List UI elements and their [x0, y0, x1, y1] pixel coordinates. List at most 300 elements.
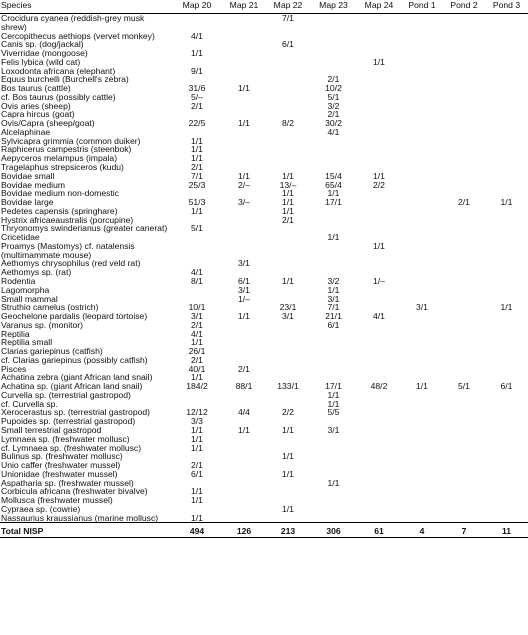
nisp-cell — [266, 487, 310, 496]
nisp-cell — [485, 181, 528, 190]
nisp-cell: 17/1 — [325, 381, 342, 392]
nisp-cell: 6/1 — [500, 381, 513, 392]
nisp-cell: 4/1 — [191, 267, 203, 278]
nisp-cell — [401, 514, 443, 523]
species-name: Xerocerastus sp. (terrestrial gastropod) — [1, 407, 151, 418]
nisp-cell — [485, 312, 528, 321]
species-name: Canis sp. (dog/jackal) — [1, 39, 84, 50]
species-name: Sylvicapra grimmia (common duiker) — [1, 135, 141, 146]
nisp-cell — [401, 330, 443, 339]
nisp-cell — [357, 14, 401, 32]
nisp-cell — [443, 295, 485, 304]
nisp-cell — [401, 93, 443, 102]
nisp-cell: 6/1 — [238, 275, 250, 286]
nisp-cell — [485, 224, 528, 233]
nisp-cell — [357, 426, 401, 435]
nisp-cell — [357, 259, 401, 268]
nisp-cell: 1/1 — [191, 337, 203, 348]
nisp-cell — [357, 224, 401, 233]
nisp-cell — [222, 505, 266, 514]
nisp-cell — [310, 347, 357, 356]
nisp-cell — [310, 145, 357, 154]
nisp-cell — [443, 102, 485, 111]
species-name: Capra hircus (goat) — [1, 109, 75, 120]
nisp-cell — [266, 75, 310, 84]
nisp-cell: 1/1 — [327, 284, 340, 295]
nisp-cell: 30/2 — [325, 118, 342, 129]
nisp-cell — [485, 268, 528, 277]
nisp-cell — [357, 295, 401, 304]
nisp-cell: 13/– — [279, 179, 297, 190]
nisp-cell — [222, 330, 266, 339]
nisp-cell — [357, 321, 401, 330]
nisp-cell: 3/1 — [327, 424, 340, 435]
species-name: Pedetes capensis (springhare) — [1, 205, 118, 216]
nisp-cell — [401, 365, 443, 374]
nisp-cell — [485, 461, 528, 470]
nisp-cell — [443, 435, 485, 444]
species-name: cf. Curvella sp. — [1, 398, 58, 409]
nisp-cell — [266, 330, 310, 339]
nisp-cell — [401, 181, 443, 190]
nisp-cell: 3/1 — [282, 311, 294, 322]
nisp-cell — [443, 312, 485, 321]
nisp-cell — [485, 49, 528, 58]
nisp-cell: 7/1 — [191, 170, 203, 181]
nisp-cell — [485, 172, 528, 181]
nisp-cell — [266, 391, 310, 400]
nisp-cell — [443, 259, 485, 268]
nisp-cell: 1/1 — [282, 503, 294, 514]
nisp-cell — [222, 496, 266, 505]
nisp-cell — [485, 58, 528, 67]
table-row — [0, 321, 528, 330]
nisp-cell — [401, 496, 443, 505]
species-name: cf. Lymnaea sp. (freshwater mollusc) — [1, 442, 142, 453]
nisp-cell — [485, 233, 528, 242]
nisp-cell — [357, 102, 401, 111]
nisp-cell — [443, 408, 485, 417]
nisp-cell — [172, 391, 222, 400]
table-row — [0, 163, 528, 172]
nisp-cell: 3/1 — [238, 284, 250, 295]
nisp-cell — [222, 514, 266, 523]
nisp-cell — [310, 14, 357, 32]
nisp-cell — [443, 487, 485, 496]
nisp-cell: 1/1 — [238, 118, 250, 129]
total-value: 306 — [310, 523, 357, 538]
nisp-cell — [357, 216, 401, 225]
table-row — [0, 172, 528, 181]
nisp-cell — [401, 207, 443, 216]
nisp-cell: 1/1 — [238, 311, 250, 322]
table-row — [0, 514, 528, 523]
total-value: 213 — [266, 523, 310, 538]
species-cell — [0, 14, 172, 32]
nisp-cell: 2/1 — [191, 100, 203, 111]
species-name: Varanus sp. (monitor) — [1, 319, 83, 330]
total-value: 61 — [357, 523, 401, 538]
nisp-cell: 1/1 — [282, 197, 294, 208]
nisp-cell — [443, 67, 485, 76]
nisp-cell — [443, 505, 485, 514]
nisp-cell — [222, 224, 266, 233]
species-name: Unionidae (freshwater mussel) — [1, 468, 118, 479]
nisp-cell — [357, 452, 401, 461]
nisp-cell: 2/1 — [327, 74, 340, 85]
nisp-cell: 10/2 — [325, 83, 342, 94]
nisp-cell — [485, 321, 528, 330]
nisp-cell — [401, 286, 443, 295]
nisp-cell — [485, 479, 528, 488]
nisp-cell — [443, 514, 485, 523]
nisp-cell — [443, 145, 485, 154]
nisp-cell — [443, 14, 485, 32]
nisp-cell — [310, 452, 357, 461]
nisp-cell — [485, 487, 528, 496]
nisp-cell — [357, 32, 401, 41]
nisp-cell — [401, 347, 443, 356]
nisp-cell — [443, 444, 485, 453]
species-name: Curvella sp. (terrestrial gastropod) — [1, 389, 131, 400]
nisp-cell — [401, 452, 443, 461]
column-header-map-20: Map 20 — [172, 0, 222, 14]
nisp-cell: 6/1 — [282, 39, 294, 50]
nisp-cell — [357, 479, 401, 488]
species-name: Reptilia — [1, 328, 30, 339]
species-name: Tragelaphus strepsiceros (kudu) — [1, 162, 124, 173]
nisp-cell — [401, 233, 443, 242]
nisp-cell — [266, 435, 310, 444]
nisp-cell — [485, 216, 528, 225]
nisp-cell — [401, 470, 443, 479]
nisp-cell — [401, 32, 443, 41]
nisp-cell — [222, 58, 266, 67]
nisp-cell — [222, 479, 266, 488]
nisp-cell — [310, 356, 357, 365]
nisp-cell — [443, 119, 485, 128]
column-header-pond-3: Pond 3 — [485, 0, 528, 14]
nisp-cell — [443, 242, 485, 260]
nisp-cell: 1/1 — [191, 433, 203, 444]
nisp-cell — [401, 408, 443, 417]
species-name: Alcelaphinae — [1, 126, 51, 137]
nisp-cell: 1/1 — [373, 56, 385, 67]
table-row — [0, 330, 528, 339]
nisp-cell — [401, 259, 443, 268]
nisp-cell — [357, 189, 401, 198]
nisp-cell — [443, 479, 485, 488]
nisp-cell: 3/1 — [238, 258, 250, 269]
table-row — [0, 102, 528, 111]
nisp-cell: 12/12 — [186, 407, 208, 418]
nisp-cell — [485, 330, 528, 339]
nisp-cell — [443, 391, 485, 400]
nisp-cell — [443, 338, 485, 347]
nisp-cell — [266, 128, 310, 137]
nisp-cell: 5/1 — [191, 223, 203, 234]
nisp-cell: 1/1 — [373, 240, 385, 251]
nisp-cell — [443, 128, 485, 137]
column-header-pond-2: Pond 2 — [443, 0, 485, 14]
table-body — [0, 14, 528, 523]
nisp-cell: 40/1 — [188, 363, 206, 374]
nisp-cell: 4/1 — [373, 311, 385, 322]
nisp-cell: 8/1 — [191, 275, 203, 286]
nisp-cell — [266, 365, 310, 374]
nisp-cell — [357, 119, 401, 128]
nisp-cell: 23/1 — [279, 302, 297, 313]
nisp-cell: 2/1 — [238, 363, 250, 374]
nisp-cell — [401, 321, 443, 330]
nisp-cell — [443, 356, 485, 365]
nisp-cell — [222, 233, 266, 242]
species-name: Equus burchelli (Burchell's zebra) — [1, 74, 129, 85]
column-header-map-22: Map 22 — [266, 0, 310, 14]
nisp-cell — [443, 163, 485, 172]
nisp-cell: 1/1 — [373, 170, 385, 181]
nisp-cell: 2/1 — [191, 319, 203, 330]
table-row — [0, 224, 528, 233]
nisp-cell: 1/1 — [191, 512, 203, 523]
table-row — [0, 242, 528, 260]
nisp-cell: 1/1 — [191, 48, 203, 59]
species-name: Cricetidae — [1, 232, 40, 243]
nisp-cell — [266, 67, 310, 76]
nisp-cell — [485, 128, 528, 137]
nisp-cell: 1/1 — [191, 135, 203, 146]
nisp-cell — [222, 216, 266, 225]
nisp-cell: 48/2 — [370, 381, 388, 392]
nisp-cell — [310, 259, 357, 268]
nisp-cell — [485, 102, 528, 111]
nisp-cell — [266, 338, 310, 347]
nisp-cell — [222, 49, 266, 58]
nisp-cell — [357, 207, 401, 216]
nisp-cell — [401, 444, 443, 453]
species-name: Crocidura cyanea (reddish-grey musk shrew) — [1, 13, 145, 32]
nisp-cell — [401, 426, 443, 435]
nisp-cell — [357, 470, 401, 479]
nisp-cell — [485, 154, 528, 163]
nisp-cell: 25/3 — [188, 179, 206, 190]
nisp-cell — [222, 242, 266, 260]
species-name: Proamys (Mastomys) cf. natalensis (multimammate mouse) — [1, 240, 135, 260]
nisp-cell — [443, 330, 485, 339]
column-header-pond-1: Pond 1 — [401, 0, 443, 14]
nisp-cell — [443, 268, 485, 277]
nisp-cell — [357, 444, 401, 453]
nisp-cell: 1/1 — [500, 302, 513, 313]
nisp-cell: 2/1 — [282, 214, 294, 225]
nisp-cell: 1/1 — [327, 477, 340, 488]
nisp-cell — [485, 338, 528, 347]
species-name: Bovidae medium non-domestic — [1, 188, 119, 199]
nisp-cell: 2/1 — [191, 354, 203, 365]
species-name: Pupoides sp. (terrestrial gastropod) — [1, 416, 136, 427]
nisp-cell — [485, 32, 528, 41]
species-name: Aethomys sp. (rat) — [1, 267, 72, 278]
nisp-cell — [357, 435, 401, 444]
nisp-cell: 1/1 — [191, 424, 203, 435]
nisp-cell — [357, 391, 401, 400]
nisp-cell — [401, 487, 443, 496]
total-value: 7 — [443, 523, 485, 538]
nisp-cell — [222, 487, 266, 496]
nisp-cell: 17/1 — [325, 197, 342, 208]
nisp-cell — [485, 286, 528, 295]
nisp-cell — [443, 75, 485, 84]
species-name: Bovidae medium — [1, 179, 66, 190]
nisp-cell — [401, 137, 443, 146]
nisp-cell: 1/1 — [282, 468, 294, 479]
nisp-cell — [485, 514, 528, 523]
nisp-cell: 2/2 — [373, 179, 385, 190]
nisp-cell — [222, 435, 266, 444]
nisp-cell — [401, 417, 443, 426]
nisp-cell: 6/1 — [191, 468, 203, 479]
nisp-cell: 1/1 — [191, 442, 203, 453]
nisp-cell: 1/1 — [327, 398, 340, 409]
nisp-cell: 3/2 — [327, 100, 340, 111]
nisp-cell — [172, 233, 222, 242]
species-name: Reptilia small — [1, 337, 53, 348]
nisp-cell — [266, 514, 310, 523]
column-header-map-21: Map 21 — [222, 0, 266, 14]
species-name: Bovidae small — [1, 170, 55, 181]
nisp-cell — [485, 391, 528, 400]
nisp-cell — [266, 242, 310, 260]
nisp-cell — [485, 259, 528, 268]
nisp-cell — [222, 32, 266, 41]
nisp-cell — [357, 356, 401, 365]
species-name: Loxodonta africana (elephant) — [1, 65, 116, 76]
species-name: Aspatharia sp. (freshwater mussel) — [1, 477, 134, 488]
nisp-cell: 4/1 — [191, 328, 203, 339]
nisp-cell — [443, 137, 485, 146]
nisp-cell: 1/1 — [238, 424, 250, 435]
nisp-cell — [266, 145, 310, 154]
nisp-cell — [310, 58, 357, 67]
table-row — [0, 14, 528, 32]
nisp-cell — [266, 356, 310, 365]
nisp-cell — [401, 172, 443, 181]
nisp-cell: 5/5 — [327, 407, 340, 418]
species-name: cf. Clarias gariepinus (possibly catfish) — [1, 354, 148, 365]
nisp-cell — [401, 400, 443, 409]
nisp-cell — [485, 93, 528, 102]
nisp-cell: 133/1 — [277, 381, 299, 392]
nisp-cell: 26/1 — [188, 346, 206, 357]
nisp-cell — [485, 435, 528, 444]
nisp-cell — [357, 154, 401, 163]
nisp-cell — [485, 40, 528, 49]
species-name: Achatina sp. (giant African land snail) — [1, 381, 143, 392]
nisp-cell: 2/1 — [191, 162, 203, 173]
nisp-cell — [485, 75, 528, 84]
nisp-cell — [443, 216, 485, 225]
nisp-cell — [485, 14, 528, 32]
nisp-cell: 2/– — [238, 179, 250, 190]
nisp-cell: 5/1 — [458, 381, 470, 392]
nisp-cell — [401, 356, 443, 365]
nisp-cell: 2/1 — [458, 197, 470, 208]
species-name: Clarias gariepinus (catfish) — [1, 346, 103, 357]
nisp-cell — [443, 470, 485, 479]
nisp-cell: 4/1 — [191, 30, 203, 41]
nisp-cell — [357, 338, 401, 347]
nisp-cell — [443, 110, 485, 119]
species-name: Aepyceros melampus (impala) — [1, 153, 118, 164]
nisp-cell — [357, 496, 401, 505]
nisp-cell: 7/1 — [327, 302, 340, 313]
nisp-cell — [401, 338, 443, 347]
nisp-cell — [310, 330, 357, 339]
nisp-cell — [401, 242, 443, 260]
nisp-cell — [310, 435, 357, 444]
nisp-cell: 3/2 — [327, 275, 340, 286]
species-name: Cercopithecus aethiops (vervet monkey) — [1, 30, 155, 41]
nisp-cell — [222, 347, 266, 356]
nisp-cell — [222, 461, 266, 470]
nisp-cell: 88/1 — [235, 381, 253, 392]
species-cell — [0, 514, 172, 523]
nisp-cell — [401, 67, 443, 76]
nisp-cell — [310, 32, 357, 41]
nisp-cell — [401, 277, 443, 286]
nisp-cell — [222, 93, 266, 102]
total-value: 4 — [401, 523, 443, 538]
species-name: Ovis aries (sheep) — [1, 100, 71, 111]
nisp-cell — [266, 49, 310, 58]
nisp-cell — [357, 137, 401, 146]
nisp-cell — [401, 119, 443, 128]
nisp-cell: 22/5 — [188, 118, 206, 129]
nisp-cell — [357, 84, 401, 93]
nisp-cell: 10/1 — [188, 302, 206, 313]
nisp-cell — [443, 461, 485, 470]
nisp-cell — [485, 452, 528, 461]
nisp-cell: 1/1 — [282, 170, 294, 181]
species-name: Geochelone pardalis (leopard tortoise) — [1, 311, 148, 322]
nisp-cell: 3/1 — [416, 302, 428, 313]
species-name: Hystrix africaeaustralis (porcupine) — [1, 214, 134, 225]
nisp-cell — [222, 145, 266, 154]
column-header-species: Species — [0, 0, 172, 14]
nisp-cell — [172, 242, 222, 260]
nisp-cell — [401, 49, 443, 58]
table-row — [0, 189, 528, 198]
nisp-cell: 1/1 — [191, 205, 203, 216]
nisp-cell — [401, 110, 443, 119]
nisp-cell — [401, 198, 443, 207]
nisp-cell — [443, 84, 485, 93]
nisp-cell — [443, 233, 485, 242]
nisp-cell — [357, 67, 401, 76]
nisp-cell — [357, 198, 401, 207]
species-name: Pisces — [1, 363, 27, 374]
species-name: Lagomorpha — [1, 284, 50, 295]
nisp-cell — [485, 137, 528, 146]
nisp-cell — [266, 154, 310, 163]
nisp-cell: 6/1 — [327, 319, 340, 330]
nisp-cell — [266, 84, 310, 93]
nisp-cell — [222, 338, 266, 347]
species-name: Struthio camelus (ostrich) — [1, 302, 99, 313]
nisp-cell — [357, 400, 401, 409]
species-name: Bos taurus (cattle) — [1, 83, 71, 94]
nisp-cell — [357, 128, 401, 137]
